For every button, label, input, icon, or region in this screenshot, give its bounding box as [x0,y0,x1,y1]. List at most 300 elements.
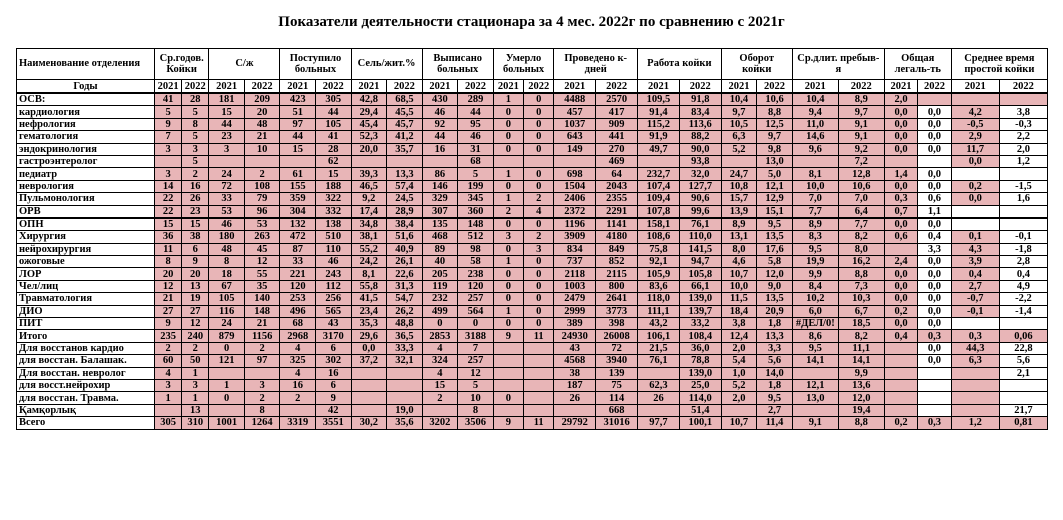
table-cell: -0,5 [951,118,999,130]
table-cell [280,404,316,416]
year-header: 2021 [422,80,458,94]
table-cell: 0,1 [951,231,999,243]
table-cell: 4 [155,367,182,379]
table-cell: 2 [280,392,316,404]
table-cell: 44 [458,106,494,118]
table-cell: 112 [315,280,351,292]
table-cell: 14,1 [792,355,838,367]
table-cell: 3 [155,379,182,391]
table-cell: 24,7 [721,168,757,180]
table-cell: 12,0 [757,268,793,280]
table-cell: 146 [422,180,458,192]
table-cell: 3,9 [951,256,999,268]
table-cell [280,155,316,167]
table-cell: 7 [458,342,494,354]
table-cell: 26 [182,193,209,205]
table-cell: 50 [182,355,209,367]
table-cell: 1264 [244,417,280,429]
table-cell: 8,9 [792,218,838,231]
table-cell: 111,1 [638,305,680,317]
table-cell: 105 [315,118,351,130]
table-cell: 2118 [554,268,596,280]
table-cell: 14,1 [838,355,884,367]
table-cell [524,367,554,379]
table-cell: 1 [493,305,523,317]
table-cell [721,155,757,167]
table-cell: 42,8 [351,93,387,106]
table-cell [999,93,1047,106]
table-cell: 9 [182,256,209,268]
department-name: для восст.нейрохир [17,379,155,391]
table-cell: #ДЕЛ/0! [792,318,838,330]
table-cell: 324 [422,355,458,367]
table-cell [884,355,917,367]
table-cell: 0,81 [999,417,1047,429]
year-header: 2022 [999,80,1047,94]
table-cell: 20 [244,106,280,118]
table-cell: 27 [182,305,209,317]
table-cell [918,379,951,391]
table-cell: 0 [524,180,554,192]
table-cell: 0 [493,268,523,280]
table-cell: 0,2 [951,180,999,192]
table-cell: 94,7 [679,256,721,268]
table-cell [918,367,951,379]
table-cell: 11,0 [792,118,838,130]
table-cell: 12,1 [792,379,838,391]
table-cell: 62 [315,155,351,167]
table-cell: 13,5 [757,293,793,305]
table-cell: 35 [244,280,280,292]
table-cell: 68,5 [387,93,423,106]
table-cell: 16 [422,143,458,155]
table-cell: 8 [244,404,280,416]
table-cell: 0 [524,293,554,305]
table-cell: 0 [524,131,554,143]
table-cell: 1 [209,379,245,391]
table-cell: 0,0 [884,293,917,305]
table-cell: 0,0 [884,318,917,330]
table-cell: 10 [458,392,494,404]
table-cell: -0,3 [999,118,1047,130]
table-cell: 0 [524,318,554,330]
table-cell: 13,1 [721,231,757,243]
table-cell: 25,0 [679,379,721,391]
table-cell: -1,5 [999,180,1047,192]
table-cell: 9,5 [792,243,838,255]
table-row [17,404,1048,416]
table-cell: 9,5 [757,392,793,404]
table-cell: -2,2 [999,293,1047,305]
table-cell: 0,0 [884,268,917,280]
table-cell [493,342,523,354]
table-cell: 1 [493,93,523,106]
table-cell [999,205,1047,218]
table-cell: 78,8 [679,355,721,367]
table-cell: 2,2 [999,131,1047,143]
column-group-header: С/ж [209,49,280,80]
table-cell: 18,4 [721,305,757,317]
table-cell: 1 [493,168,523,180]
table-cell: 643 [554,131,596,143]
table-cell: 3773 [596,305,638,317]
table-cell: 1196 [554,218,596,231]
table-cell: 834 [554,243,596,255]
table-cell: 48 [244,118,280,130]
table-cell: 6,0 [792,305,838,317]
column-group-header: Поступило больных [280,49,351,80]
table-cell [951,367,999,379]
table-cell: 149 [554,143,596,155]
table-cell: 205 [422,268,458,280]
table-cell: 0 [493,280,523,292]
table-cell: 8,2 [838,330,884,342]
column-group-header: Сель/жит.% [351,49,422,80]
department-name: неврология [17,180,155,192]
table-row [17,155,1048,167]
table-cell: 499 [422,305,458,317]
table-cell: 36,5 [387,330,423,342]
table-cell: 30,2 [351,417,387,429]
table-cell: 96 [244,205,280,218]
table-cell: 8,9 [721,218,757,231]
table-cell: 2406 [554,193,596,205]
table-cell: 45 [244,243,280,255]
table-cell: 105,9 [638,268,680,280]
table-cell: 2,0 [999,143,1047,155]
table-cell: 322 [315,193,351,205]
table-cell: 32,0 [679,168,721,180]
table-cell: 12,5 [757,118,793,130]
table-cell: 360 [458,205,494,218]
table-cell: 1001 [209,417,245,429]
table-cell: 3 [493,231,523,243]
year-header: 2021 [209,80,245,94]
table-cell: 24930 [554,330,596,342]
table-cell: 257 [458,293,494,305]
table-cell: 100,1 [679,417,721,429]
table-cell: 0 [493,106,523,118]
table-cell: 9,9 [792,268,838,280]
table-cell: 11,5 [721,293,757,305]
table-cell [638,404,680,416]
table-cell: 8,3 [792,231,838,243]
table-cell: 140 [244,293,280,305]
year-header: 2021 [554,80,596,94]
table-cell: 11,1 [838,342,884,354]
table-cell: 4,9 [999,280,1047,292]
table-cell: 31,3 [387,280,423,292]
table-cell: 3940 [596,355,638,367]
table-cell: 3202 [422,417,458,429]
table-cell: 8,9 [838,93,884,106]
table-cell: 4 [422,342,458,354]
table-cell: 44,3 [951,342,999,354]
table-cell: 58 [458,256,494,268]
table-cell: 0,0 [918,180,951,192]
department-name: Чел/лиц [17,280,155,292]
table-cell: 2 [524,231,554,243]
table-cell: 9,6 [792,143,838,155]
table-cell: 0,3 [918,330,951,342]
table-cell [524,155,554,167]
table-cell: 0,0 [918,318,951,330]
table-cell: 12,8 [838,168,884,180]
table-cell [387,379,423,391]
table-cell: 7,3 [838,280,884,292]
table-cell: 86 [422,168,458,180]
table-cell: 97 [244,355,280,367]
table-cell: 0,6 [884,231,917,243]
table-cell: 6,7 [838,305,884,317]
department-name: ОПН [17,218,155,231]
table-cell [554,155,596,167]
table-cell: 11 [155,243,182,255]
table-cell: 5 [182,155,209,167]
department-name: ОРВ [17,205,155,218]
department-name: Всего [17,417,155,429]
table-cell: 9 [315,392,351,404]
table-cell: 55,2 [351,243,387,255]
table-cell: 23,4 [351,305,387,317]
table-cell [999,318,1047,330]
table-cell: 8,8 [838,417,884,429]
table-cell: 139,0 [679,367,721,379]
table-cell: 91,8 [679,93,721,106]
table-cell: 5,6 [999,355,1047,367]
table-cell: 83,4 [679,106,721,118]
table-cell [209,404,245,416]
table-cell: 0 [422,318,458,330]
table-cell: 5,4 [721,355,757,367]
table-cell: 9,8 [757,143,793,155]
table-cell: 46 [315,256,351,268]
table-cell: 0,0 [918,268,951,280]
table-cell: 48 [209,243,245,255]
table-cell: 2 [524,193,554,205]
table-cell: 24 [209,318,245,330]
table-cell: 0 [524,168,554,180]
table-cell [244,367,280,379]
department-name: ПИТ [17,318,155,330]
table-cell: 109,4 [638,193,680,205]
table-cell: 737 [554,256,596,268]
table-cell: 15 [315,168,351,180]
table-cell: 29792 [554,417,596,429]
table-cell: 0 [493,218,523,231]
table-cell: 55,8 [351,280,387,292]
table-cell: 13,0 [792,392,838,404]
table-cell: 9,1 [838,131,884,143]
year-header: 2022 [524,80,554,94]
table-cell: 0,0 [918,280,951,292]
table-cell: 9,2 [838,143,884,155]
table-cell: 0 [458,318,494,330]
table-cell: 106,1 [638,330,680,342]
table-cell: 31 [458,143,494,155]
table-cell: 3 [244,379,280,391]
table-cell [999,379,1047,391]
table-cell: 0,0 [951,193,999,205]
table-cell: 9,7 [838,106,884,118]
table-cell: 417 [596,106,638,118]
table-cell: 0,0 [918,342,951,354]
table-cell: 41 [315,131,351,143]
table-cell: 33,2 [679,318,721,330]
table-cell: 221 [280,268,316,280]
table-cell: 40,9 [387,243,423,255]
table-cell: 148 [458,218,494,231]
table-cell [884,342,917,354]
table-row [17,256,1048,268]
table-cell: 20,0 [351,143,387,155]
table-cell: 93,8 [679,155,721,167]
table-cell: 12,9 [757,193,793,205]
table-cell: 9 [493,417,523,429]
table-cell: 0,2 [884,305,917,317]
table-cell: 0,06 [999,330,1047,342]
table-cell: 10,7 [721,268,757,280]
table-cell: 0,4 [999,268,1047,280]
year-header: 2022 [458,80,494,94]
table-cell: 263 [244,231,280,243]
table-cell: 21,5 [638,342,680,354]
table-cell: 0 [493,318,523,330]
table-cell: 2 [244,168,280,180]
year-header: 2022 [838,80,884,94]
table-cell: 1 [182,392,209,404]
table-cell: 8,4 [792,280,838,292]
table-row [17,417,1048,429]
table-cell: 2,1 [999,367,1047,379]
table-row [17,143,1048,155]
table-cell [638,155,680,167]
table-cell: 6,4 [838,205,884,218]
table-cell: 0 [524,256,554,268]
table-cell [721,404,757,416]
table-row [17,268,1048,280]
table-cell: 9 [493,330,523,342]
column-group-header: Ср.годов. Койки [155,49,209,80]
table-cell: 345 [458,193,494,205]
table-cell: 256 [315,293,351,305]
table-cell: 148 [244,305,280,317]
table-cell: 2,7 [951,280,999,292]
table-cell: 72 [209,180,245,192]
table-cell: 3,3 [918,243,951,255]
table-cell: 89 [422,243,458,255]
table-cell: 55 [244,268,280,280]
table-row [17,193,1048,205]
table-cell: 187 [554,379,596,391]
table-cell: 90,6 [679,193,721,205]
table-cell [638,367,680,379]
year-header: 2022 [918,80,951,94]
table-cell: 0 [209,342,245,354]
table-cell: 2 [493,205,523,218]
table-cell: 359 [280,193,316,205]
table-cell: 108,6 [638,231,680,243]
table-cell: 10 [244,143,280,155]
table-cell: 0,4 [951,268,999,280]
table-cell [999,392,1047,404]
table-row [17,218,1048,231]
table-cell: 10,6 [757,93,793,106]
table-cell: 110 [315,243,351,255]
table-cell: 4,6 [721,256,757,268]
table-cell: 5,0 [757,168,793,180]
table-cell: 36 [155,231,182,243]
table-cell: 18,5 [838,318,884,330]
table-cell: 19,9 [792,256,838,268]
table-cell: 8 [209,256,245,268]
table-cell: 304 [280,205,316,218]
table-cell: 1,2 [951,417,999,429]
table-cell: 4,3 [951,243,999,255]
table-cell: 24 [209,168,245,180]
table-cell: 423 [280,93,316,106]
table-cell: 10,0 [792,180,838,192]
column-group-header: Выписано больных [422,49,493,80]
table-cell: 23 [182,205,209,218]
table-cell: 141,5 [679,243,721,255]
years-row [17,80,1048,94]
table-cell: 8 [182,118,209,130]
table-cell: 92 [422,118,458,130]
table-cell: 9,5 [757,218,793,231]
table-cell: 19 [182,293,209,305]
table-cell: 46 [209,218,245,231]
table-cell: 64 [596,168,638,180]
department-name: Для восстан. невролог [17,367,155,379]
table-cell: 1,8 [757,318,793,330]
header-row [17,49,1048,80]
table-cell [951,93,999,106]
table-cell: 15,1 [757,205,793,218]
table-cell: 54,7 [387,293,423,305]
table-cell: 10,7 [721,417,757,429]
statistics-table [16,48,1048,430]
table-cell: 20,9 [757,305,793,317]
table-cell: 68 [458,155,494,167]
table-cell: 1,4 [884,168,917,180]
table-cell: 0 [524,280,554,292]
table-cell: 92,1 [638,256,680,268]
table-cell: 114,0 [679,392,721,404]
column-group-header: Среднее время простой койки [951,49,1047,80]
table-cell: 8,1 [792,168,838,180]
table-cell: 53 [244,218,280,231]
table-cell: 9,7 [721,106,757,118]
table-cell: 41,2 [387,131,423,143]
table-cell: 1,2 [999,155,1047,167]
table-cell: 800 [596,280,638,292]
table-cell: 68 [280,318,316,330]
table-cell [351,404,387,416]
table-cell [792,404,838,416]
table-cell [244,155,280,167]
table-cell: 21 [155,293,182,305]
table-cell: 52,3 [351,131,387,143]
table-cell: 76,1 [638,355,680,367]
table-cell: 496 [280,305,316,317]
year-header: 2021 [792,80,838,94]
table-cell: 5 [458,379,494,391]
table-cell: 5,6 [757,355,793,367]
table-cell [951,205,999,218]
table-cell: 4 [280,367,316,379]
table-cell: 332 [315,205,351,218]
